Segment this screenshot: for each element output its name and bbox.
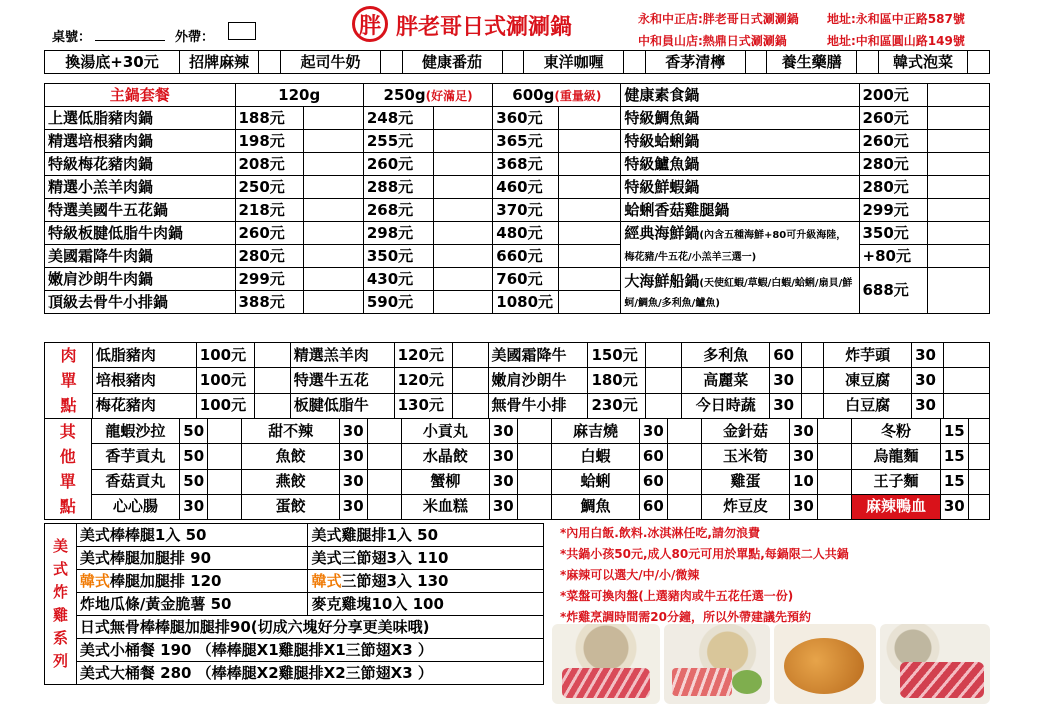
other-items-table bbox=[44, 418, 990, 520]
table-row: 香芋貢丸 50 魚餃 30 水晶餃 30 白蝦 60 玉米筍 30 烏龍麵 15 bbox=[45, 444, 990, 469]
col-600g: 600g(重量級) bbox=[493, 84, 621, 107]
fried-chicken-table bbox=[44, 523, 544, 685]
table-row: 培根豬肉 100元 特選牛五花 120元 嫩肩沙朗牛 180元 高麗菜 30 凍豆腐 30 bbox=[45, 368, 990, 393]
table-row: 其 他 單 點 龍蝦沙拉 50 甜不辣 30 小貢丸 30 麻吉燒 30 金針菇 30 冬粉 15 bbox=[45, 419, 990, 444]
branch-1: 永和中正店:胖老哥日式涮涮鍋 bbox=[638, 12, 799, 26]
note-4: *菜盤可換肉盤(上選豬肉或牛五花任選一份) bbox=[560, 589, 794, 603]
table-row: 日式無骨棒棒腿加腿排90(切成六塊好分享更美味哦) bbox=[45, 616, 544, 639]
table-row: 美 式 炸 雞 系 列 美式棒棒腿1入 50 美式雞腿排1入 50 bbox=[45, 524, 544, 547]
col-120g: 120g bbox=[235, 84, 363, 107]
table-row: 美式小桶餐 190 （棒棒腿X1雞腿排X1三節翅X3 ） bbox=[45, 639, 544, 662]
col-250g: 250g(好滿足) bbox=[363, 84, 492, 107]
pot-price: 200元 bbox=[859, 84, 927, 107]
branch-2: 中和員山店:熱鼎日式涮涮鍋 bbox=[638, 34, 787, 48]
table-row: 精選小羔羊肉鍋 250元 288元 460元 特級鮮蝦鍋 280元 bbox=[45, 176, 990, 199]
note-5: *炸雞烹調時間需20分鐘，所以外帶建議先預約 bbox=[560, 610, 811, 624]
pot-name: 健康素食鍋 bbox=[621, 84, 859, 107]
main-pot-table bbox=[44, 83, 990, 314]
classic-seafood-pot: 經典海鮮鍋(內含五種海鮮+80可升級海陸，梅花豬/牛五花/小羔羊三選一) bbox=[621, 222, 859, 268]
broth-cell: 換湯底+30元 bbox=[45, 51, 180, 74]
shop-name: 胖老哥日式涮涮鍋 bbox=[396, 15, 573, 40]
meat-platter-photo bbox=[880, 624, 990, 704]
address-2: 地址:中和區圓山路149號 bbox=[827, 34, 965, 48]
table-number-label: 桌號： bbox=[52, 30, 92, 45]
broth-cell: 東洋咖喱 bbox=[524, 51, 624, 74]
table-row: 嫩肩沙朗牛肉鍋 299元 430元 760元 大海鮮船鍋(天使紅蝦/草蝦/白蝦/蛤蜊/扇貝/鮮蚵/鯛魚/多利魚/鱸魚) 688元 bbox=[45, 268, 990, 291]
table-row: 心心腸 30 蛋餃 30 米血糕 30 鯛魚 60 炸豆皮 30 麻辣鴨血 30 bbox=[45, 494, 990, 519]
hotpot-photo bbox=[552, 624, 660, 704]
note-2: *共鍋小孩50元,成人80元可用於單點,每鍋限二人共鍋 bbox=[560, 547, 849, 561]
table-row: 美式大桶餐 280 （棒棒腿X2雞腿排X2三節翅X3 ） bbox=[45, 662, 544, 685]
broth-cell: 香茅清檸 bbox=[645, 51, 745, 74]
table-row: 美式棒腿加腿排 90 美式三節翅3入 110 bbox=[45, 547, 544, 570]
takeout-label: 外帶： bbox=[175, 30, 215, 45]
table-row: 頂級去骨牛小排鍋 388元 590元 1080元 bbox=[45, 291, 990, 314]
table-row: 上選低脂豬肉鍋 188元 248元 360元 特級鯛魚鍋 260元 bbox=[45, 107, 990, 130]
meat-table bbox=[44, 342, 990, 419]
main-title: 主鍋套餐 bbox=[45, 84, 236, 107]
broth-cell: 起司牛奶 bbox=[280, 51, 380, 74]
broth-cell: 養生藥膳 bbox=[767, 51, 857, 74]
hotpot-photo-2 bbox=[664, 624, 770, 704]
fried-chicken-photo bbox=[774, 624, 876, 704]
table-number-field[interactable] bbox=[95, 40, 165, 41]
spicy-duck-blood-cell: 麻辣鴨血 bbox=[852, 494, 941, 519]
table-row: 特級板腱低脂牛肉鍋 260元 298元 480元 經典海鮮鍋(內含五種海鮮+80可升級海陸，梅花豬/牛五花/小羔羊三選一) 350元 bbox=[45, 222, 990, 245]
broth-cell: 健康番茄 bbox=[402, 51, 502, 74]
address-1: 地址:永和區中正路587號 bbox=[827, 12, 965, 26]
note-3: *麻辣可以選大/中/小/微辣 bbox=[560, 568, 700, 582]
table-row: 香菇貢丸 50 燕餃 30 蟹柳 30 蛤蜊 60 雞蛋 10 王子麵 15 bbox=[45, 469, 990, 494]
other-label: 其 他 單 點 bbox=[45, 419, 92, 520]
broth-cell: 韓式泡菜 bbox=[878, 51, 968, 74]
table-row: 肉 單 點 低脂豬肉 100元 精選羔羊肉 120元 美國霜降牛 150元 多利魚 60 炸芋頭 30 bbox=[45, 343, 990, 368]
fried-label: 美 式 炸 雞 系 列 bbox=[45, 524, 77, 685]
table-row: 特選美國牛五花鍋 218元 268元 370元 蛤蜊香菇雞腿鍋 299元 bbox=[45, 199, 990, 222]
table-row: 炸地瓜條/黃金脆薯 50 麥克雞塊10入 100 bbox=[45, 593, 544, 616]
note-1: *內用白飯.飲料.冰淇淋任吃,請勿浪費 bbox=[560, 526, 760, 540]
table-row: 特級梅花豬肉鍋 208元 260元 368元 特級鱸魚鍋 280元 bbox=[45, 153, 990, 176]
table-row: 梅花豬肉 100元 板腱低脂牛 130元 無骨牛小排 230元 今日時蔬 30 白豆腐 30 bbox=[45, 393, 990, 418]
logo-icon: 胖 bbox=[352, 6, 388, 42]
takeout-checkbox[interactable] bbox=[228, 22, 256, 40]
table-row: 美國霜降牛肉鍋 280元 350元 660元 +80元 bbox=[45, 245, 990, 268]
broth-table bbox=[44, 50, 990, 74]
table-row: 精選培根豬肉鍋 198元 255元 365元 特級蛤蜊鍋 260元 bbox=[45, 130, 990, 153]
table-row: 韓式棒腿加腿排 120 韓式三節翅3入 130 bbox=[45, 570, 544, 593]
big-seafood-boat-pot: 大海鮮船鍋(天使紅蝦/草蝦/白蝦/蛤蜊/扇貝/鮮蚵/鯛魚/多利魚/鱸魚) bbox=[621, 268, 859, 314]
broth-cell: 招牌麻辣 bbox=[180, 51, 259, 74]
meat-label: 肉 單 點 bbox=[45, 343, 93, 419]
